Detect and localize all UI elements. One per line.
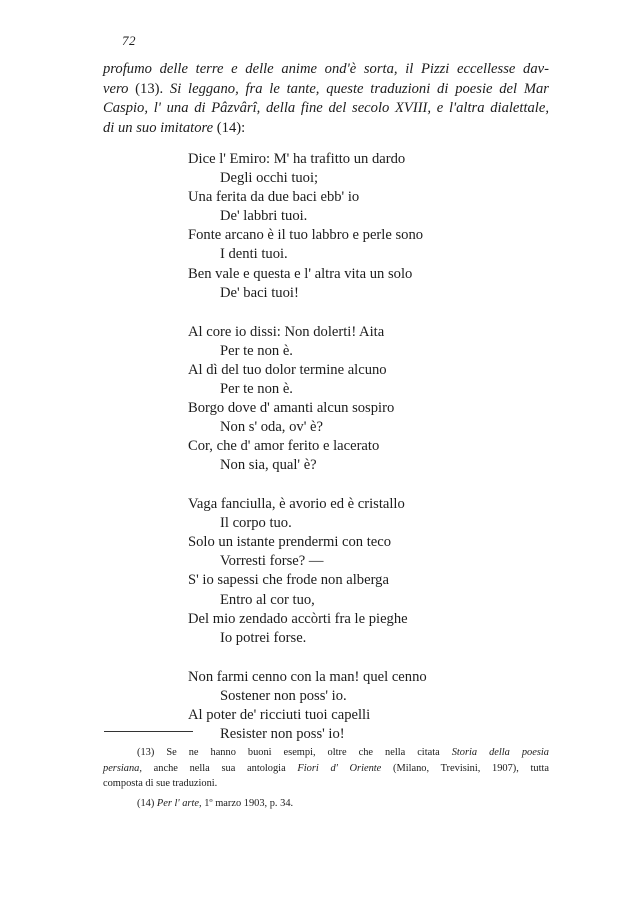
verse: De' baci tuoi! [220,284,299,301]
footnote-13-title-cont: persiana, [103,762,142,774]
verse: Al core io dissi: Non dolerti! Aita [188,323,385,340]
footnotes [103,745,549,811]
verse: Sostener non poss' io. [220,687,347,704]
stanza-3 [188,495,508,648]
verse: S' io sapessi che frode non alberga [188,572,389,589]
footnote-14-marker: (14) [137,797,155,809]
poem [188,150,508,764]
intro-line-2 [103,80,549,100]
footnote-14 [103,796,549,812]
verse: Borgo dove d' amanti alcun sospiro [188,399,395,416]
verse: Fonte arcano è il tuo labbro e perle sono [188,227,424,244]
footnote-13-anthology: Fiori d' Oriente [297,762,382,774]
verse: Io potrei forse. [220,629,307,646]
verse: I denti tuoi. [220,246,288,263]
footnote-ref-14: (14): [216,119,246,136]
footnote-13 [103,745,549,792]
footnote-13-line-2 [103,761,549,777]
verse: Ben vale e questa e l' altra vita un solo [188,265,413,282]
verse: Resister non poss' io! [220,725,345,742]
verse: Al poter de' ricciuti tuoi capelli [188,706,371,723]
verse: Non farmi cenno con la man! quel cenno [188,668,427,685]
footnote-13-marker: (13) [137,747,155,758]
stanza-4 [188,668,508,744]
footnote-ref-13: (13). [135,80,164,97]
verse: Per te non è. [220,342,293,359]
verse: Al dì del tuo dolor termine alcuno [188,361,387,378]
footnote-14-text: 1º marzo 1903, p. 34. [204,797,294,809]
footnote-13-title: Storia della poesia [451,747,549,758]
verse: Il corpo tuo. [220,515,292,532]
footnote-13-line-1 [103,745,549,761]
footnote-13-publisher: (Milano, Trevisini, 1907), tutta [393,762,550,774]
verse: Vorresti forse? — [220,553,324,570]
verse: Non sia, qual' è? [220,457,317,474]
verse: Solo un istante prendermi con teco [188,534,392,551]
footnote-13-text: Se ne hanno buoni esempi, oltre che nella citata [166,747,440,758]
stanza-2 [188,323,508,476]
verse: Non s' oda, ov' è? [220,419,323,436]
verse: Una ferita da due baci ebb' io [188,189,360,206]
footnote-13-line-3: composta di sue traduzioni. [103,778,218,789]
verse: Per te non è. [220,380,293,397]
verse: Cor, che d' amor ferito e lacerato [188,438,380,455]
verse: Degli occhi tuoi; [220,170,319,187]
intro-line-3: Caspio, l' una di Pâzvârî, della fine del secolo XVIII, e l'altra dialettale, [103,100,549,116]
page-number: 72 [122,33,136,48]
verse: Entro al cor tuo, [220,591,315,608]
intro-line-2-rest: Si leggano, fra le tante, queste traduzioni di poesie del Mar [169,80,549,97]
intro-paragraph [103,60,549,138]
footnote-14-line-1 [103,796,549,812]
footnote-13-text-2: anche nella sua antologia [153,762,286,774]
stanza-1 [188,150,508,303]
footnote-separator [104,731,193,732]
intro-line-2-word: vero [103,80,129,97]
intro-line-4-text: di un suo imitatore [103,119,214,136]
footnote-14-title: Per l' arte, [156,797,202,809]
verse: Del mio zendado accòrti fra le pieghe [188,610,408,627]
verse: Dice l' Emiro: M' ha trafitto un dardo [188,151,406,167]
verse: De' labbri tuoi. [220,208,308,225]
verse: Vaga fanciulla, è avorio ed è cristallo [188,496,405,513]
intro-line-4 [103,119,549,139]
intro-line-1: profumo delle terre e delle anime ond'è sorta, il Pizzi eccellesse dav- [103,61,549,77]
